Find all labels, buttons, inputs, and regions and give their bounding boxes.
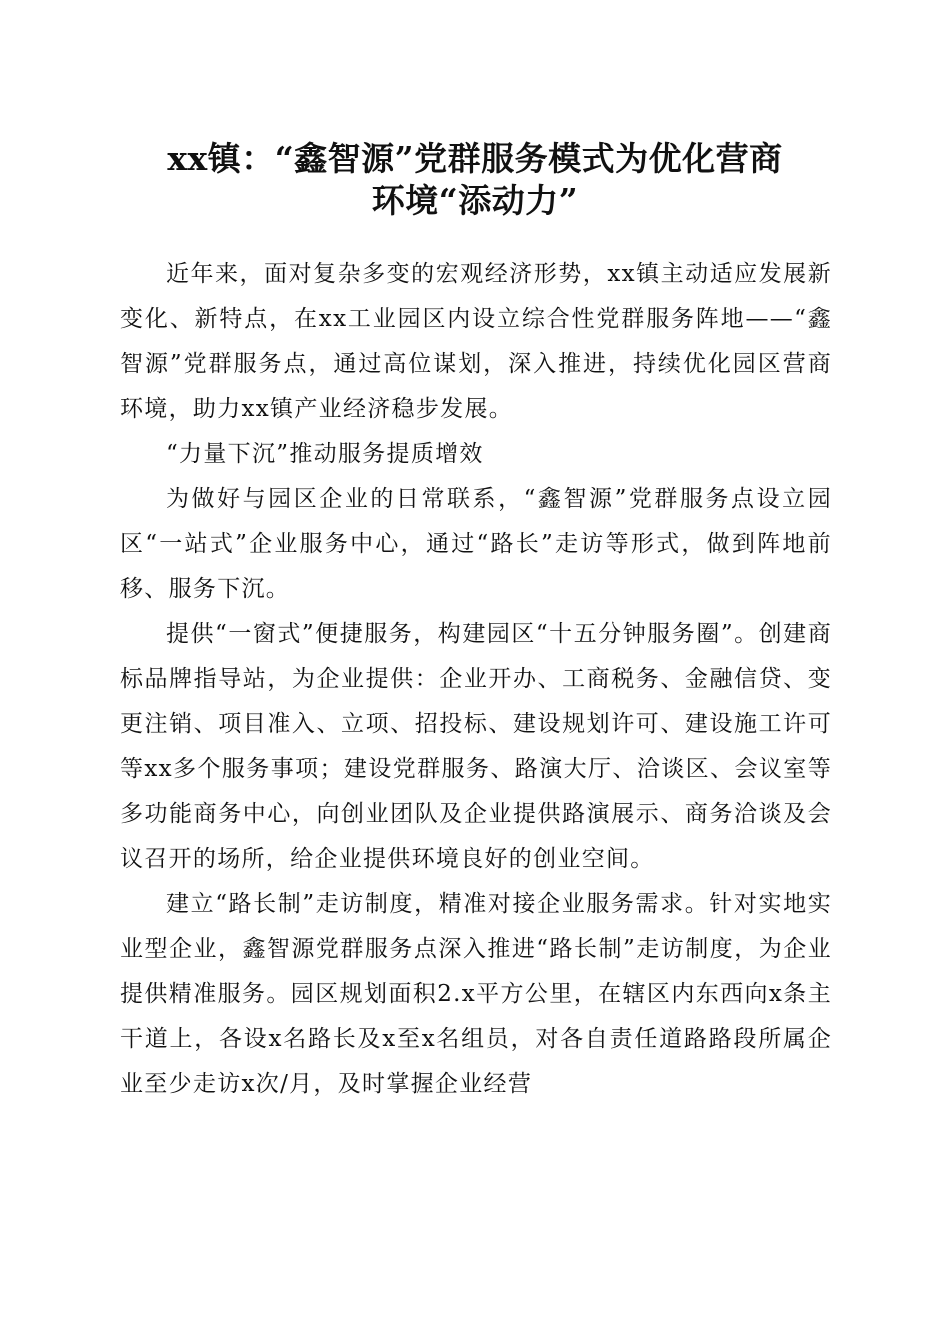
paragraph-one-window: 提供“一窗式”便捷服务，构建园区“十五分钟服务圈”。创建商标品牌指导站，为企业提供：企业开办、工商税务、金融信贷、变更注销、项目准入、立项、招投标、建设规划许可、建设施工许可等xx多个服务事项；建设党群服务、路演大厅、洽谈区、会议室等多功能商务中心，向创业团队及企业提供路演展示、商务洽谈及会议召开的场所，给企业提供环境良好的创业空间。 [120,621,832,872]
document-title [0,138,950,222]
title-line-2: 环境“添动力” [371,181,579,220]
title-line-1: xx镇：“鑫智源”党群服务模式为优化营商 [167,139,783,178]
paragraph-intro: 近年来，面对复杂多变的宏观经济形势，xx镇主动适应发展新变化、新特点，在xx工业园区内设立综合性党群服务阵地——“鑫智源”党群服务点，通过高位谋划，深入推进，持续优化园区营商环境，助力xx镇产业经济稳步发展。 [120,261,832,422]
section-heading: “力量下沉”推动服务提质增效 [166,441,484,467]
paragraph-road-chief: 建立“路长制”走访制度，精准对接企业服务需求。针对实地实业型企业，鑫智源党群服务点深入推进“路长制”走访制度，为企业提供精准服务。园区规划面积2.x平方公里，在辖区内东西向x条主干道上，各设x名路长及x至x名组员，对各自责任道路路段所属企业至少走访x次/月，及时掌握企业经营 [120,891,832,1097]
document-body [120,252,832,1107]
paragraph-service-center: 为做好与园区企业的日常联系，“鑫智源”党群服务点设立园区“一站式”企业服务中心，通过“路长”走访等形式，做到阵地前移、服务下沉。 [120,486,832,602]
